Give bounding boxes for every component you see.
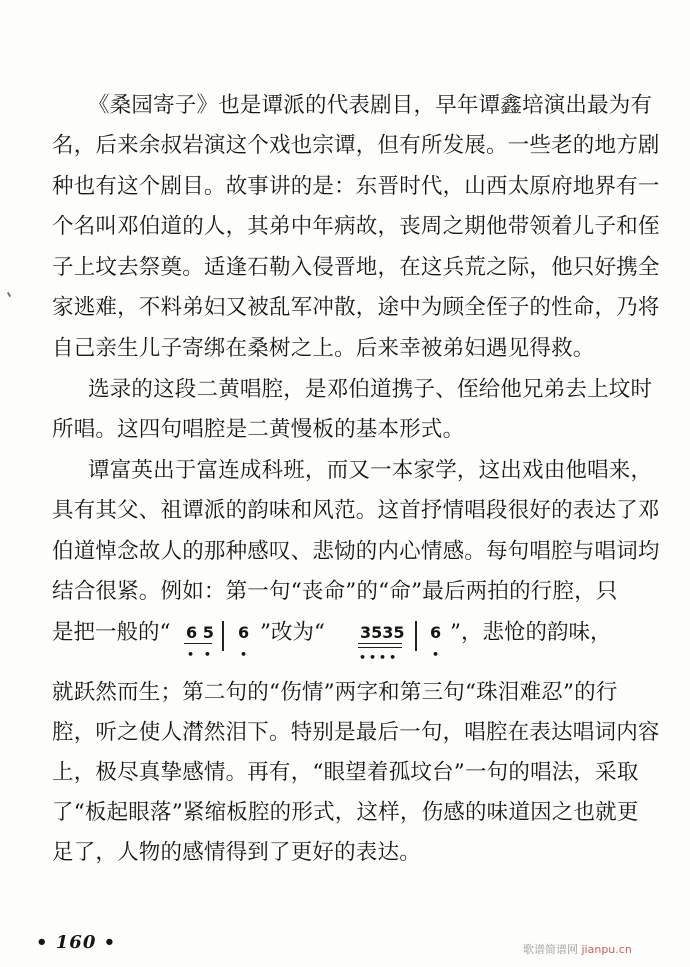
text-line: 伯道悼念故人的那种感叹、悲恸的内心情感。每句唱腔与唱词均 — [52, 539, 660, 564]
text-line: 种也有这个剧目。故事讲的是：东晋时代，山西太原府地界有一 — [52, 174, 660, 199]
notation-text-before: 是把一般的“ — [52, 620, 171, 645]
notation-line — [52, 618, 636, 662]
text-line: 腔，听之使人潸然泪下。特别是最后一句，唱腔在表达唱词内容 — [52, 720, 660, 745]
watermark-site: jianpu.cn — [581, 943, 632, 956]
notation-text-middle: ”改为“ — [260, 620, 325, 645]
jianpu-new-second: 6 — [430, 623, 442, 642]
notation-text-after: ”，悲怆的韵味， — [450, 620, 612, 645]
text-line: 就跃然而生；第二句的“伤情”两字和第三句“珠泪难忍”的行 — [52, 680, 618, 705]
jianpu-original-second: 6 — [238, 623, 250, 642]
text-line: 具有其父、祖谭派的韵味和风范。这首抒情唱段很好的表达了邓 — [52, 498, 660, 523]
text-line: 个名叫邓伯道的人，其弟中年病故，丧周之期他带领着儿子和侄 — [52, 214, 660, 239]
text-line: 子上坟去祭奠。适逢石勒入侵晋地，在这兵荒之际，他只好携全 — [52, 255, 660, 280]
low-octave-dot: • — [432, 648, 443, 661]
page-number: • 160 • — [36, 932, 117, 953]
scan-speck — [7, 292, 11, 297]
text-line: 足了，人物的感情得到了更好的表达。 — [52, 840, 421, 865]
jianpu-new-notes: 3535 — [360, 623, 405, 642]
bar-line — [415, 621, 417, 651]
text-line: 自己亲生儿子寄绑在桑树之上。后来幸被弟妇遇见得救。 — [52, 336, 595, 361]
low-octave-dot: • — [240, 648, 251, 661]
text-line: 结合很紧。例如：第一句“丧命”的“命”最后两拍的行腔，只 — [52, 579, 618, 604]
text-line: 上，极尽真挚感情。再有，“眼望着孤坟台”一句的唱法，采取 — [52, 760, 639, 785]
text-line: 了“板起眼落”紧缩板腔的形式，这样，伤感的味道因之也就更 — [52, 800, 639, 825]
bar-line — [222, 621, 224, 651]
text-line: 家逃难，不料弟妇又被乱军冲散，途中为顾全侄子的性命，乃将 — [52, 295, 660, 320]
text-line: 《桑园寄子》也是谭派的代表剧目，早年谭鑫培演出最为有 — [88, 93, 653, 118]
text-line: 选录的这段二黄唱腔，是邓伯道携子、侄给他兄弟去上坟时 — [88, 377, 653, 402]
watermark — [523, 943, 632, 957]
text-line: 所唱。这四句唱腔是二黄慢板的基本形式。 — [52, 417, 465, 442]
sixteenth-note-underline-2 — [358, 647, 402, 648]
sixteenth-note-underline-1 — [358, 643, 402, 644]
eighth-note-underline — [184, 643, 212, 644]
low-octave-dots: • • — [187, 648, 214, 661]
text-line: 谭富英出于富连成科班，而又一本家学，这出戏由他唱来， — [88, 458, 653, 483]
watermark-text: 歌谱简谱网 — [523, 943, 578, 956]
low-octave-dots: •••• — [359, 651, 400, 664]
text-line: 名，后来余叔岩演这个戏也宗谭，但有所发展。一些老的地方剧 — [52, 133, 660, 158]
jianpu-original-notes: 6 5 — [186, 623, 214, 642]
